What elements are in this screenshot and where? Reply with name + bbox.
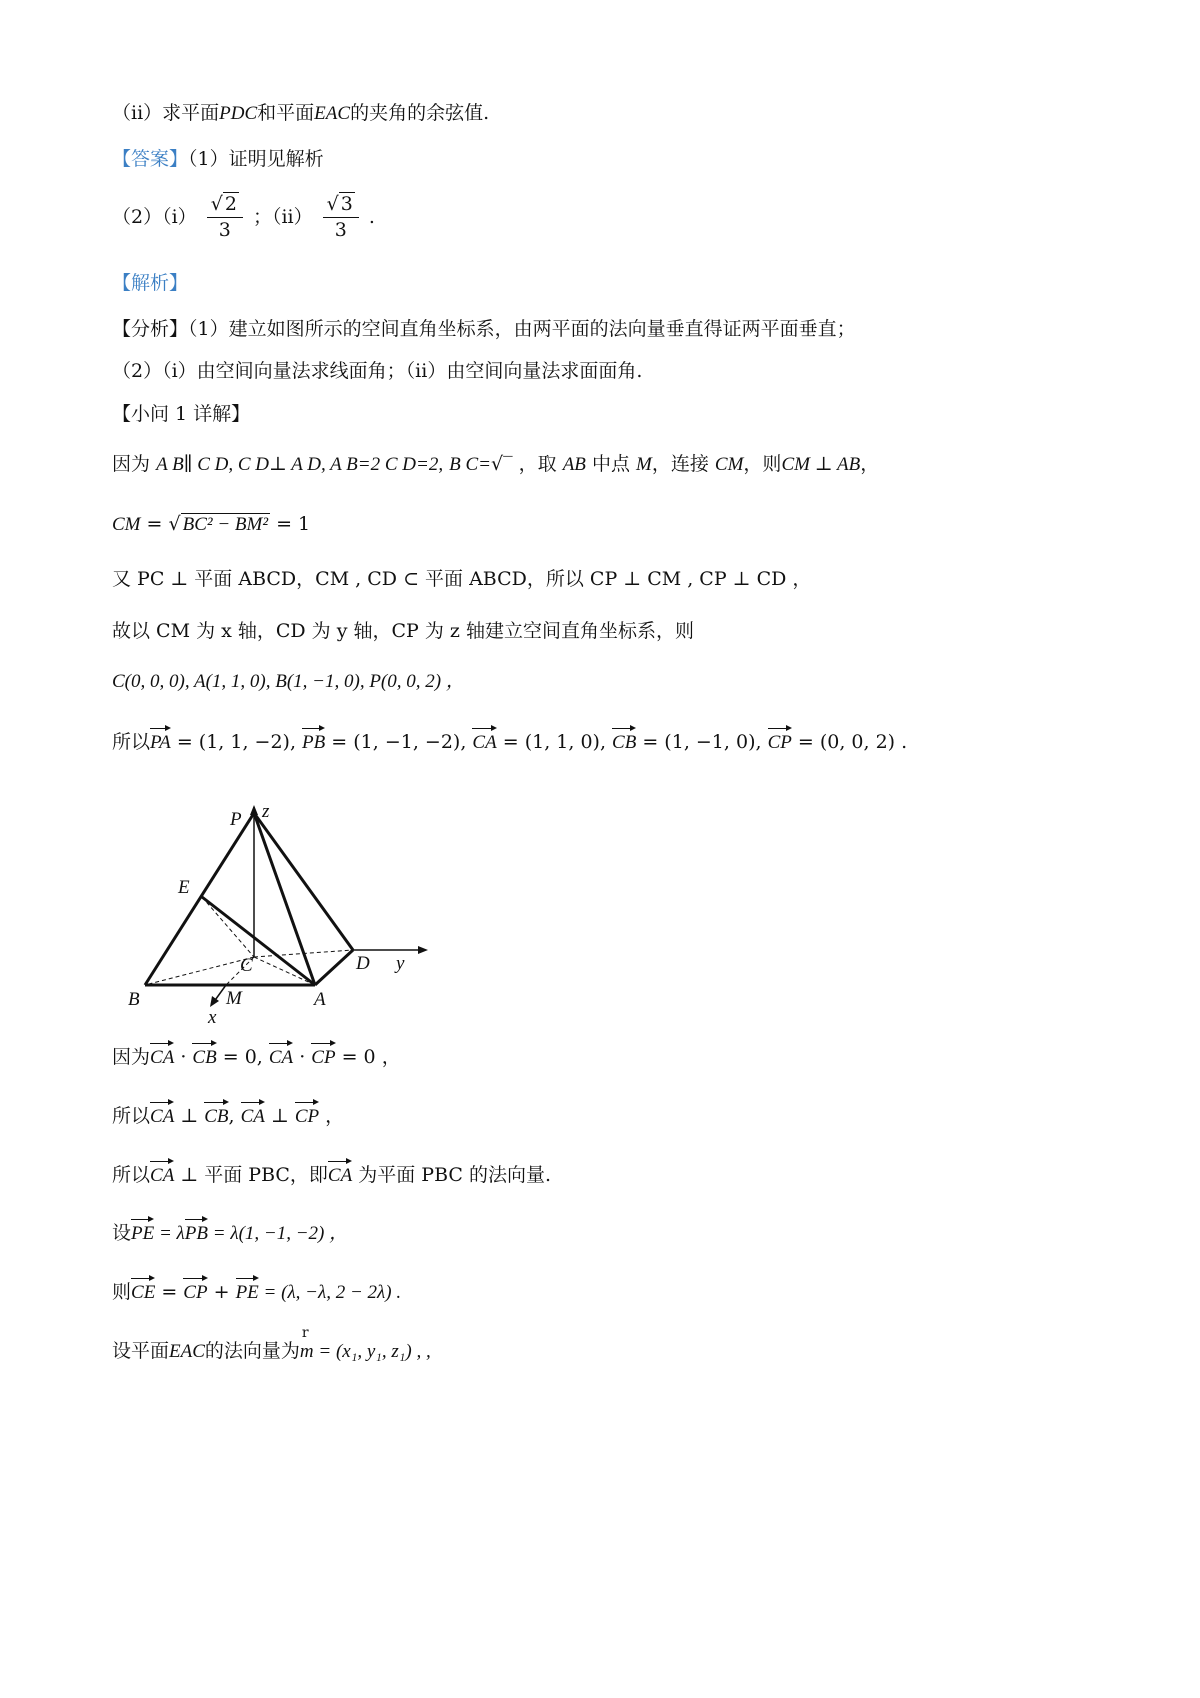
- step-text: ，则: [743, 453, 782, 475]
- vector-cb: CB: [204, 1106, 229, 1127]
- fenxi-line: [112, 320, 856, 339]
- vector-value: = (1, −1, 0),: [636, 731, 768, 753]
- step-math: B C=: [449, 454, 491, 475]
- step-math: CM ⊥ AB: [781, 454, 861, 475]
- vector-value: = (1, 1, −2),: [170, 731, 303, 753]
- sqrt-value: 2: [224, 193, 237, 215]
- denominator: 3: [218, 219, 231, 241]
- label-y: y: [396, 953, 405, 974]
- vector-cb: CB: [612, 732, 637, 753]
- label-d: D: [356, 953, 370, 974]
- step-text: 设: [112, 1222, 132, 1244]
- step-text: ，: [860, 453, 880, 475]
- answer-tag: 【答案】: [112, 148, 189, 170]
- vector-value: = (1, −1, −2),: [325, 731, 473, 753]
- radicand: BC² − BM²: [182, 514, 269, 535]
- step-math: = λ(1, −1, −2) ，: [208, 1223, 349, 1244]
- label-x: x: [208, 1007, 217, 1028]
- step-math: = (x₁, y₁, z₁) , ,: [313, 1341, 431, 1362]
- step-1: [112, 455, 879, 474]
- step-4: [112, 622, 694, 641]
- vector-value: = (1, 1, 0),: [496, 731, 613, 753]
- step-text: 因为: [112, 1046, 151, 1068]
- answer-line-1: [112, 150, 324, 169]
- label-z: z: [262, 805, 270, 822]
- after-1: [112, 1048, 401, 1067]
- vector-ca: CA: [327, 1165, 353, 1186]
- question-text: （ii）求平面: [112, 102, 220, 124]
- vector-cp: CP: [183, 1282, 208, 1303]
- step-text: 为平面 PBC 的法向量.: [352, 1164, 551, 1186]
- answer-fraction-2: $\frac{√ 3}{3}$: [323, 195, 359, 240]
- fenxi-line-2: [112, 362, 642, 381]
- vector-ca: CA: [472, 732, 497, 753]
- sqrt-icon: √‾: [490, 453, 513, 475]
- operator: ·: [174, 1046, 193, 1068]
- label-m: M: [226, 988, 242, 1009]
- step-text: 设平面: [112, 1340, 170, 1362]
- vector-ca: CA: [240, 1106, 265, 1127]
- sqrt-value: 3: [340, 193, 353, 215]
- answer-line-2: [112, 195, 375, 240]
- vector-ce: CE: [131, 1282, 156, 1303]
- vector-ca: CA: [150, 1047, 175, 1068]
- question-text: 的夹角的余弦值.: [350, 102, 490, 124]
- step-text: 所以: [112, 1164, 151, 1186]
- label-b: B: [128, 989, 140, 1010]
- after-4: [112, 1224, 348, 1243]
- vector-cp: CP: [311, 1047, 336, 1068]
- operator: =: [155, 1281, 184, 1303]
- step-5: [112, 672, 465, 691]
- step-math: M: [636, 454, 652, 475]
- after-5: [112, 1283, 401, 1302]
- step-text: ，连接: [651, 453, 709, 475]
- label-e: E: [178, 877, 190, 898]
- step-math: = 1: [276, 513, 311, 535]
- step-math: CM: [112, 514, 141, 535]
- after-3: [112, 1166, 551, 1185]
- vector-pe: PE: [131, 1223, 155, 1244]
- denominator: 3: [334, 219, 347, 241]
- answer-part1: （1）证明见解析: [188, 148, 324, 170]
- vector-mark: r: [301, 1325, 309, 1341]
- answer-separator: ；（ii）: [252, 206, 313, 228]
- step-math: AB: [562, 454, 586, 475]
- vector-m: m: [299, 1341, 314, 1362]
- fenxi-text-2: （2）（i）由空间向量法求线面角；（ii）由空间向量法求面面角.: [112, 360, 643, 382]
- y-axis-arrow: [418, 946, 428, 954]
- step-math: C(0, 0, 0), A(1, 1, 0), B(1, −1, 0), P(0, 0, 2) ，: [112, 671, 465, 692]
- question-text: 和平面: [257, 102, 315, 124]
- vector-pb: PB: [302, 732, 326, 753]
- analysis-tag-line: [112, 274, 188, 293]
- step-text: 中点: [591, 453, 630, 475]
- vector-pb: PB: [184, 1223, 209, 1244]
- step-text: ⊥ 平面 PBC，即: [174, 1164, 328, 1186]
- operator: ,: [228, 1105, 241, 1127]
- subquestion-title: 【小问 1 详解】: [112, 403, 251, 425]
- question-ii: [112, 104, 489, 123]
- operator: ⊥: [174, 1105, 205, 1127]
- step-math: CM: [714, 454, 744, 475]
- plane-eac: EAC: [314, 103, 351, 124]
- analysis-tag: 【解析】: [112, 272, 189, 294]
- step-text: 则: [112, 1281, 132, 1303]
- step-math: = 0,: [216, 1046, 269, 1068]
- vector-value: = (0, 0, 2) .: [791, 731, 908, 753]
- vector-cp: CP: [767, 732, 792, 753]
- vector-ca: CA: [150, 1106, 175, 1127]
- after-6: [112, 1325, 431, 1362]
- answer-part2-prefix: （2）（i）: [112, 206, 197, 228]
- operator: +: [207, 1281, 236, 1303]
- step-text: 故以 CM 为 x 轴，CD 为 y 轴，CP 为 z 轴建立空间直角坐标系，则: [112, 620, 694, 642]
- step-math: = λ: [154, 1223, 185, 1244]
- step-math: = (λ, −λ, 2 − 2λ) .: [258, 1282, 402, 1303]
- fenxi-text: （1）建立如图所示的空间直角坐标系，由两平面的法向量垂直得证两平面垂直；: [188, 318, 856, 340]
- label-a: A: [314, 989, 326, 1010]
- step-text: 因为: [112, 453, 151, 475]
- after-2: [112, 1107, 344, 1126]
- step-text: 的法向量为: [204, 1340, 300, 1362]
- plane-pdc: PDC: [219, 103, 258, 124]
- vector-pe: PE: [235, 1282, 259, 1303]
- normal-vector-m: [299, 1325, 314, 1362]
- vector-cp: CP: [294, 1106, 320, 1127]
- step-text: 又 PC ⊥ 平面 ABCD，CM , CD ⊂ 平面 ABCD，所以 CP ⊥ CM , CP ⊥ CD ，: [112, 568, 812, 590]
- operator: ·: [293, 1046, 312, 1068]
- subquestion-1-heading: [112, 405, 250, 424]
- step-6: [112, 733, 907, 752]
- vector-pa: PA: [150, 732, 171, 753]
- pyramid-figure: [120, 805, 450, 1045]
- label-p: P: [230, 809, 242, 830]
- answer-fraction-1: $\frac{√ 2}{3}$: [207, 195, 243, 240]
- step-text: 所以: [112, 731, 151, 753]
- plane-eac: EAC: [169, 1341, 205, 1362]
- vector-ca: CA: [150, 1165, 175, 1186]
- step-text: 所以: [112, 1105, 151, 1127]
- step-text: ，: [319, 1105, 345, 1127]
- step-3: [112, 570, 811, 589]
- step-math: = 0 ，: [335, 1046, 401, 1068]
- vector-ca: CA: [268, 1047, 294, 1068]
- step-math: A B∥ C D, C D⊥ A D, A B=2 C D=2,: [156, 454, 444, 475]
- fenxi-tag: 【分析】: [112, 318, 189, 340]
- vector-cb: CB: [192, 1047, 217, 1068]
- sqrt-expression: √ BC² − BM²: [168, 513, 269, 535]
- label-c: C: [240, 955, 253, 976]
- step-text: ，取: [518, 453, 557, 475]
- step-cm-equation: CM = √ BC² − BM² = 1: [112, 513, 311, 535]
- answer-end: .: [368, 206, 375, 228]
- operator: ⊥: [264, 1105, 295, 1127]
